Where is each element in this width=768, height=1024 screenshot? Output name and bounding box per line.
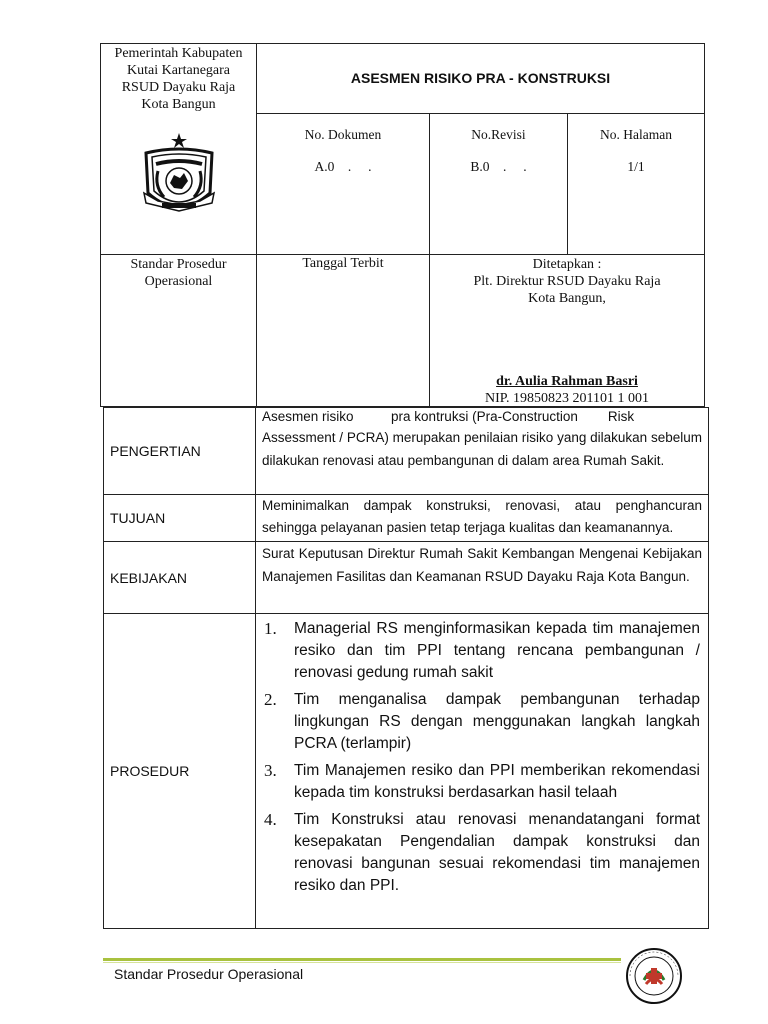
- no-halaman-value: 1/1: [627, 159, 645, 174]
- prosedur-step: [264, 809, 700, 897]
- prosedur-steps-cell: [256, 614, 709, 929]
- sop-label-line-2: Operasional: [144, 274, 213, 289]
- org-line-4: Kota Bangun: [141, 97, 216, 112]
- prosedur-step: [264, 618, 700, 684]
- ditetapkan-line-3: Kota Bangun,: [528, 291, 606, 306]
- tujuan-row: [104, 495, 709, 542]
- no-dokumen-label: No. Dokumen: [304, 127, 382, 142]
- tujuan-text-cell: [256, 495, 709, 542]
- no-dokumen-cell: [257, 114, 430, 255]
- sop-label-cell: [101, 255, 257, 407]
- pengertian-text-cell: [256, 408, 709, 495]
- prosedur-label-cell: [104, 614, 256, 929]
- pengertian-text: Assessment / PCRA) merupakan penilaian risiko yang dilakukan sebelum dilakukan renovasi atau pembangunan di dalam area Rumah Sakit.: [262, 430, 702, 468]
- tanggal-terbit-cell: [257, 255, 430, 407]
- pengertian-label-cell: [104, 408, 256, 495]
- no-dokumen-value: A.0 . .: [314, 159, 372, 174]
- document-header-table: [100, 43, 705, 407]
- sop-label-line-1: Standar Prosedur: [130, 257, 227, 272]
- kebijakan-row: [104, 542, 709, 614]
- pengertian-label: PENGERTIAN: [110, 443, 201, 459]
- prosedur-step-text: Tim menganalisa dampak pembangunan terhadap lingkungan RS dengan menggunakan langkah langkah PCRA (terlampir): [294, 691, 700, 752]
- footer-accent-line: [103, 958, 621, 961]
- ditetapkan-line-1: Ditetapkan :: [532, 257, 602, 272]
- prosedur-step-number: 4.: [264, 810, 277, 829]
- prosedur-step-number: 2.: [264, 690, 277, 709]
- prosedur-step-text: Tim Konstruksi atau renovasi menandatangani format kesepakatan Pengendalian dampak konstruksi dan renovasi bangunan sesuai rekomendasi tim manajemen resiko dan PPI.: [294, 811, 700, 894]
- org-line-3: RSUD Dayaku Raja: [121, 80, 236, 95]
- no-revisi-value: B.0 . .: [470, 159, 527, 174]
- no-revisi-label: No.Revisi: [471, 127, 526, 142]
- tujuan-label: TUJUAN: [110, 510, 166, 526]
- sop-content-table: [103, 407, 709, 929]
- pengertian-text-line-1: Asesmen risiko pra kontruksi (Pra-Construction Risk: [262, 409, 635, 424]
- prosedur-step: [264, 689, 700, 755]
- ditetapkan-cell: [430, 255, 705, 407]
- prosedur-step-text: Tim Manajemen resiko dan PPI memberikan rekomendasi kepada tim konstruksi berdasarkan hasil telaah: [294, 762, 700, 801]
- hospital-stamp-icon: [624, 946, 684, 1006]
- kebijakan-label-cell: [104, 542, 256, 614]
- tanggal-terbit-label: Tanggal Terbit: [302, 256, 384, 271]
- document-title-cell: [257, 44, 705, 114]
- prosedur-steps-list: [264, 618, 700, 897]
- hospital-stamp-logo: [624, 946, 684, 1011]
- prosedur-step: [264, 760, 700, 804]
- tujuan-label-cell: [104, 495, 256, 542]
- document-title: ASESMEN RISIKO PRA - KONSTRUKSI: [350, 69, 611, 86]
- organization-cell: [101, 44, 257, 255]
- signer-nip: NIP. 19850823 201101 1 001: [485, 391, 650, 406]
- footer-text: Standar Prosedur Operasional: [114, 966, 304, 982]
- no-revisi-cell: [430, 114, 568, 255]
- prosedur-step-number: 3.: [264, 761, 277, 780]
- pengertian-row: [104, 408, 709, 495]
- ditetapkan-line-2: Plt. Direktur RSUD Dayaku Raja: [473, 274, 661, 289]
- regency-logo: [101, 131, 256, 223]
- kebijakan-label: KEBIJAKAN: [110, 569, 188, 586]
- org-line-1: Pemerintah Kabupaten: [114, 46, 243, 61]
- footer-accent-line-thin: [103, 962, 621, 963]
- no-halaman-label: No. Halaman: [600, 127, 672, 142]
- no-halaman-cell: [568, 114, 705, 255]
- prosedur-step-text: Managerial RS menginformasikan kepada tim manajemen resiko dan tim PPI tentang rencana pembangunan / renovasi gedung rumah sakit: [294, 620, 700, 681]
- org-line-2: Kutai Kartanegara: [127, 63, 230, 78]
- prosedur-label: PROSEDUR: [110, 763, 190, 779]
- tujuan-text: Meminimalkan dampak konstruksi, renovasi, atau penghancuran sehingga pelayanan pasien tetap terjaga kualitas dan keamanannya.: [262, 498, 702, 535]
- regency-seal-icon: [136, 131, 222, 223]
- signer-name: dr. Aulia Rahman Basri: [496, 374, 638, 389]
- prosedur-row: [104, 614, 709, 929]
- prosedur-step-number: 1.: [264, 619, 277, 638]
- kebijakan-text-cell: [256, 542, 709, 614]
- kebijakan-text: Surat Keputusan Direktur Rumah Sakit Kembangan Mengenai Kebijakan Manajemen Fasilitas dan Keamanan RSUD Dayaku Raja Kota Bangun.: [262, 546, 702, 584]
